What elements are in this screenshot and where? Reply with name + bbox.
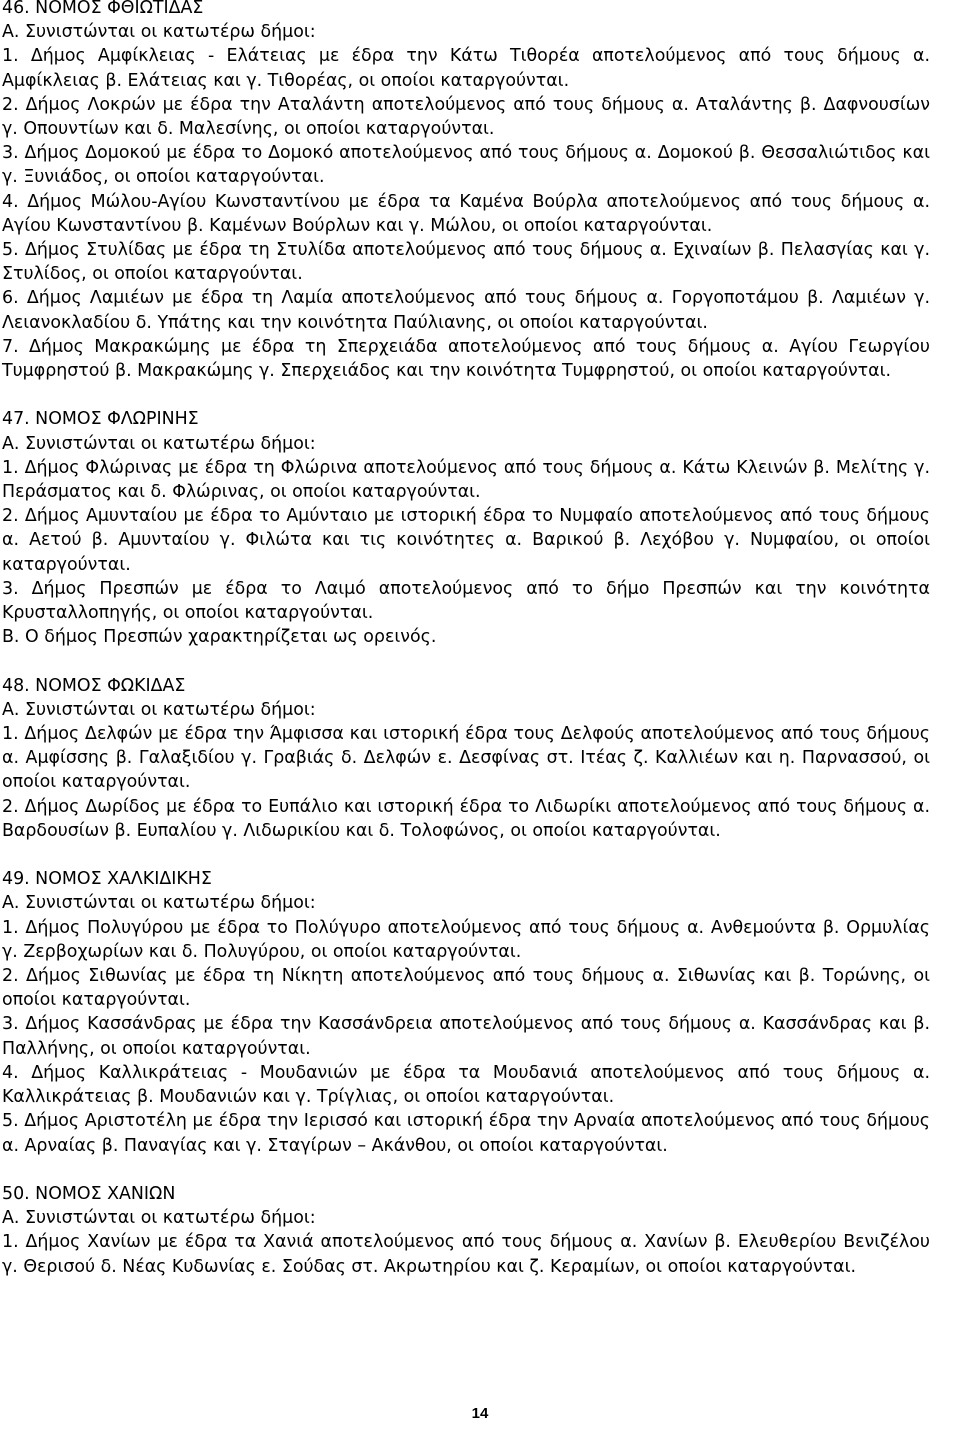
prefecture-section xyxy=(2,674,930,843)
municipality-item: 7. Δήμος Μακρακώμης με έδρα τη Σπερχειάδα αποτελούμενος από τους δήμους α. Αγίου Γεωργίου Τυμφρηστού β. Μακρακώμης γ. Σπερχειάδος και την κοινότητα Τυμφρηστού, οι οποίοι καταργούνται. xyxy=(2,336,930,382)
section-subheading: Α. Συνιστώνται οι κατωτέρω δήμοι: xyxy=(2,433,316,454)
prefecture-section xyxy=(2,0,930,383)
municipality-item: 5. Δήμος Αριστοτέλη με έδρα την Ιερισσό και ιστορική έδρα την Αρναία αποτελούμενος από τους δήμους α. Αρναίας β. Παναγίας και γ. Σταγίρων – Ακάνθου, οι οποίοι καταργούνται. xyxy=(2,1111,930,1156)
prefecture-heading: 50. ΝΟΜΟΣ ΧΑΝΙΩΝ xyxy=(2,1183,176,1204)
municipality-item: 5. Δήμος Στυλίδας με έδρα τη Στυλίδα αποτελούμενος από τους δήμους α. Εχιναίων β. Πελασγίας και γ. Στυλίδος, οι οποίοι καταργούνται. xyxy=(2,240,930,285)
municipality-item: 1. Δήμος Δελφών με έδρα την Άμφισσα και ιστορική έδρα τους Δελφούς αποτελούμενος από τους δήμους α. Αμφίσσης β. Γαλαξιδίου γ. Γραβιάς δ. Δελφών ε. Δεσφίνας στ. Ιτέας ζ. Καλλιέων και η. Παρνασσού, οι οποίοι καταργούνται. xyxy=(2,724,930,793)
prefecture-section xyxy=(2,407,930,649)
prefecture-section xyxy=(2,1182,930,1279)
prefecture-heading: 46. ΝΟΜΟΣ ΦΘΙΩΤΙΔΑΣ xyxy=(2,0,204,18)
section-subheading: Α. Συνιστώνται οι κατωτέρω δήμοι: xyxy=(2,699,316,720)
prefecture-heading: 47. ΝΟΜΟΣ ΦΛΩΡΙΝΗΣ xyxy=(2,409,199,430)
municipality-item: 3. Δήμος Πρεσπών με έδρα το Λαιμό αποτελούμενος από το δήμο Πρεσπών και την κοινότητα Κρυσταλλοπηγής, οι οποίοι καταργούνται. xyxy=(2,578,930,624)
municipality-item: 1. Δήμος Αμφίκλειας - Ελάτειας με έδρα την Κάτω Τιθορέα αποτελούμενος από τους δήμους α. Αμφίκλειας β. Ελάτειας και γ. Τιθορέας, οι οποίοι καταργούνται. xyxy=(2,46,930,91)
prefecture-heading: 49. ΝΟΜΟΣ ΧΑΛΚΙΔΙΚΗΣ xyxy=(2,869,212,890)
municipality-item: 4. Δήμος Καλλικράτειας - Μουδανιών με έδρα τα Μουδανιά αποτελούμενος από τους δήμους α. Καλλικράτειας β. Μουδανιών και γ. Τρίγλιας, οι οποίοι καταργούνται. xyxy=(2,1062,930,1108)
municipality-item: 4. Δήμος Μώλου-Αγίου Κωνσταντίνου με έδρα τα Καμένα Βούρλα αποτελούμενος από τους δήμους α. Αγίου Κωνσταντίνου β. Καμένων Βούρλων και γ. Μώλου, οι οποίοι καταργούνται. xyxy=(2,191,930,236)
section-subheading: Α. Συνιστώνται οι κατωτέρω δήμοι: xyxy=(2,1208,316,1229)
document-body xyxy=(2,0,930,1279)
municipality-item: 1. Δήμος Πολυγύρου με έδρα το Πολύγυρο αποτελούμενος από τους δήμους α. Ανθεμούντα β. Ορμυλίας γ. Ζερβοχωρίων και δ. Πολυγύρου, οι οποίοι καταργούνται. xyxy=(2,917,930,962)
section-note: Β. Ο δήμος Πρεσπών χαρακτηρίζεται ως ορεινός. xyxy=(2,627,437,648)
section-subheading: Α. Συνιστώνται οι κατωτέρω δήμοι: xyxy=(2,22,316,43)
section-subheading: Α. Συνιστώνται οι κατωτέρω δήμοι: xyxy=(2,893,316,914)
municipality-item: 2. Δήμος Δωρίδος με έδρα το Ευπάλιο και ιστορική έδρα το Λιδωρίκι αποτελούμενος από τους δήμους α. Βαρδουσίων β. Ευπαλίου γ. Λιδωρικίου και δ. Τολοφώνος, οι οποίοι καταργούνται. xyxy=(2,796,930,841)
municipality-item: 2. Δήμος Αμυνταίου με έδρα το Αμύνταιο με ιστορική έδρα το Νυμφαίο αποτελούμενος από τους δήμους α. Αετού β. Αμυνταίου γ. Φιλώτα και τις κοινότητες α. Βαρικού β. Λεχόβου γ. Νυμφαίου, οι οποίοι καταργούνται. xyxy=(2,506,930,575)
municipality-item: 3. Δήμος Κασσάνδρας με έδρα την Κασσάνδρεια αποτελούμενος από τους δήμους α. Κασσάνδρας και β. Παλλήνης, οι οποίοι καταργούνται. xyxy=(2,1014,930,1059)
municipality-item: 2. Δήμος Λοκρών με έδρα την Αταλάντη αποτελούμενος από τους δήμους α. Αταλάντης β. Δαφνουσίων γ. Οπουντίων και δ. Μαλεσίνης, οι οποίοι καταργούνται. xyxy=(2,94,930,140)
prefecture-heading: 48. ΝΟΜΟΣ ΦΩΚΙΔΑΣ xyxy=(2,675,186,696)
municipality-item: 3. Δήμος Δομοκού με έδρα το Δομοκό αποτελούμενος από τους δήμους α. Δομοκού β. Θεσσαλιώτιδος και γ. Ξυνιάδος, οι οποίοι καταργούνται. xyxy=(2,143,930,188)
page-number: 14 xyxy=(471,1405,489,1422)
municipality-item: 1. Δήμος Χανίων με έδρα τα Χανιά αποτελούμενος από τους δήμους α. Χανίων β. Ελευθερίου Βενιζέλου γ. Θερισού δ. Νέας Κυδωνίας ε. Σούδας στ. Ακρωτηρίου και ζ. Κεραμίων, οι οποίοι καταργούνται. xyxy=(2,1232,930,1277)
municipality-item: 2. Δήμος Σιθωνίας με έδρα τη Νίκητη αποτελούμενος από τους δήμους α. Σιθωνίας και β. Τορώνης, οι οποίοι καταργούνται. xyxy=(2,966,930,1011)
municipality-item: 6. Δήμος Λαμιέων με έδρα τη Λαμία αποτελούμενος από τους δήμους α. Γοργοποτάμου β. Λαμιέων γ. Λειανοκλαδίου δ. Υπάτης και την κοινότητα Παύλιανης, οι οποίοι καταργούνται. xyxy=(2,288,930,333)
prefecture-section xyxy=(2,867,930,1157)
municipality-item: 1. Δήμος Φλώρινας με έδρα τη Φλώρινα αποτελούμενος από τους δήμους α. Κάτω Κλεινών β. Μελίτης γ. Περάσματος και δ. Φλώρινας, οι οποίοι καταργούνται. xyxy=(2,457,930,503)
